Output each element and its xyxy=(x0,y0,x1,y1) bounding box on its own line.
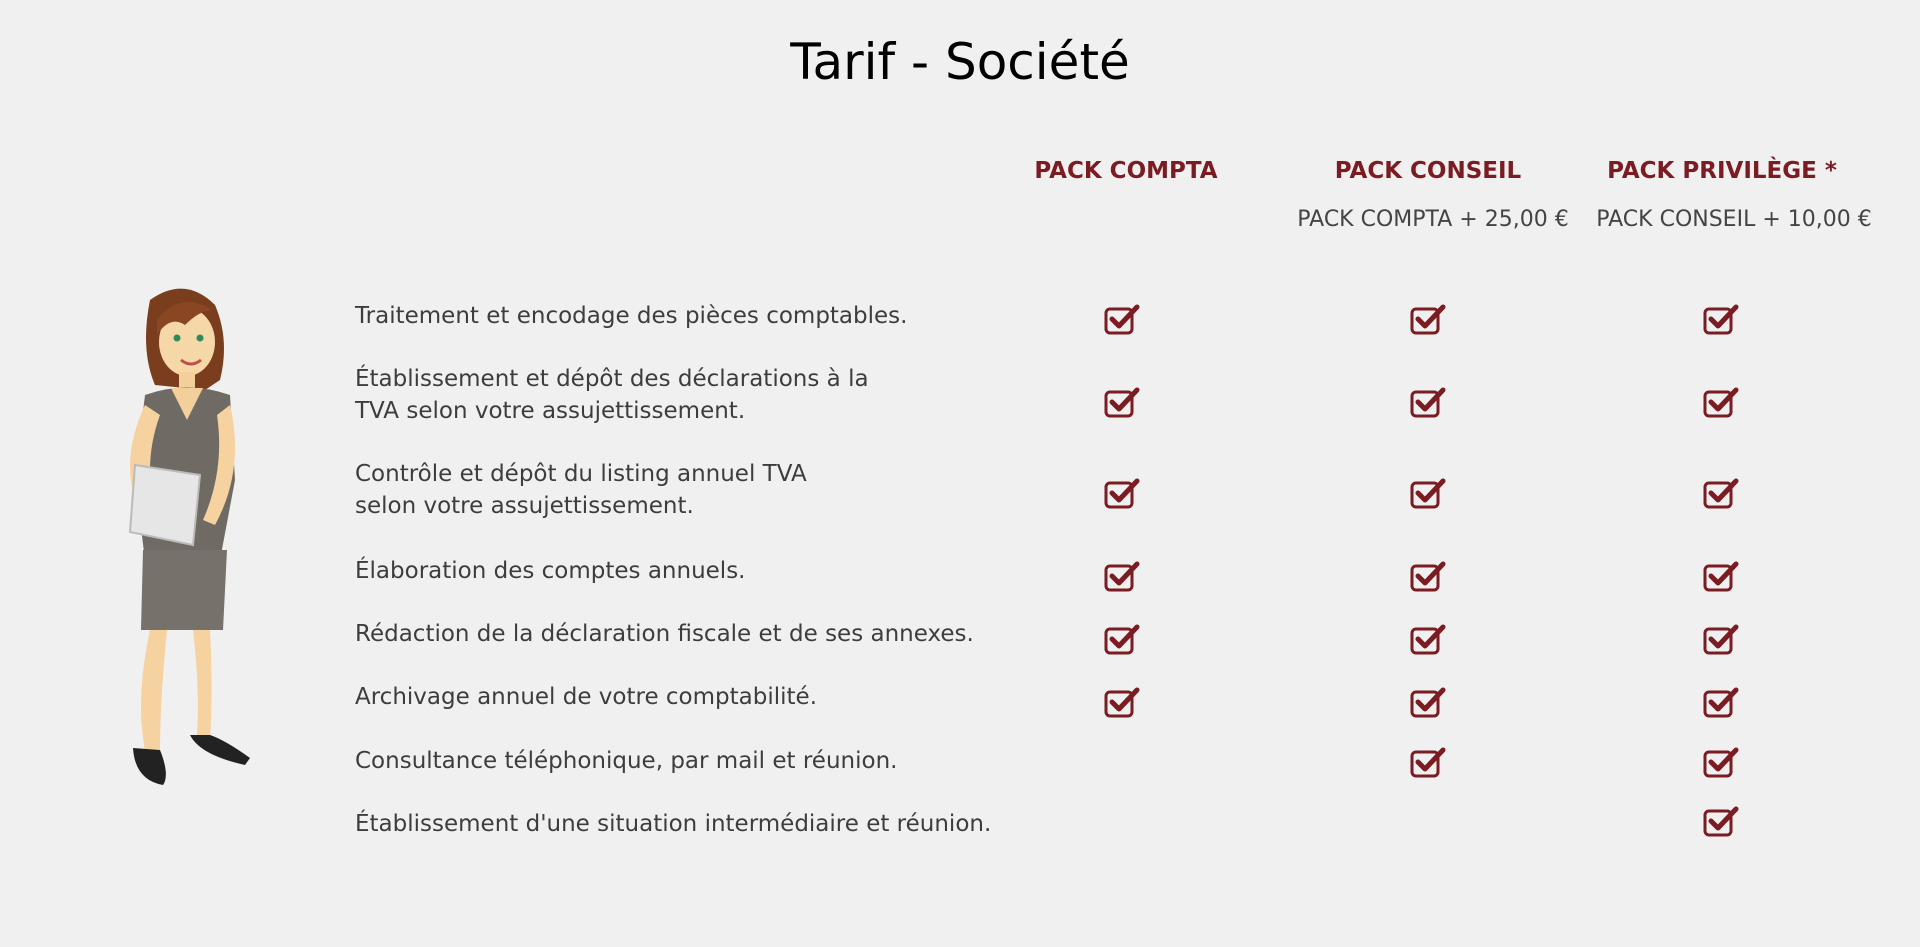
checkbox-checked-icon xyxy=(1703,561,1739,593)
checkbox-checked-icon xyxy=(1703,304,1739,336)
checkbox-checked-icon xyxy=(1703,387,1739,419)
pack-header-compta: PACK COMPTA xyxy=(1034,158,1218,184)
checkbox-checked-icon xyxy=(1104,624,1140,656)
checkbox-checked-icon xyxy=(1104,561,1140,593)
businesswoman-illustration xyxy=(105,280,285,800)
checkbox-checked-icon xyxy=(1410,478,1446,510)
checkbox-checked-icon xyxy=(1410,561,1446,593)
feature-label: Établissement et dépôt des déclarations à la TVA selon votre assujettissement. xyxy=(355,366,869,424)
checkbox-checked-icon xyxy=(1410,624,1446,656)
pack-header-conseil: PACK CONSEIL xyxy=(1334,158,1522,184)
feature-label: Élaboration des comptes annuels. xyxy=(355,558,746,584)
feature-label: Archivage annuel de votre comptabilité. xyxy=(355,684,817,710)
checkbox-checked-icon xyxy=(1410,387,1446,419)
checkbox-checked-icon xyxy=(1104,687,1140,719)
checkbox-checked-icon xyxy=(1703,806,1739,838)
pack-header-privilege: PACK PRIVILÈGE * xyxy=(1607,158,1837,184)
checkbox-checked-icon xyxy=(1410,687,1446,719)
checkbox-checked-icon xyxy=(1104,387,1140,419)
feature-label: Traitement et encodage des pièces comptables. xyxy=(355,303,908,329)
checkbox-checked-icon xyxy=(1703,624,1739,656)
checkbox-checked-icon xyxy=(1410,304,1446,336)
feature-label: Consultance téléphonique, par mail et réunion. xyxy=(355,748,898,774)
feature-label: Rédaction de la déclaration fiscale et de ses annexes. xyxy=(355,621,974,647)
feature-label: Contrôle et dépôt du listing annuel TVA selon votre assujettissement. xyxy=(355,461,807,519)
pack-subtitle-conseil: PACK COMPTA + 25,00 € xyxy=(1297,207,1569,232)
checkbox-checked-icon xyxy=(1703,687,1739,719)
checkbox-checked-icon xyxy=(1104,478,1140,510)
page-title: Tarif - Société xyxy=(790,33,1130,91)
feature-label: Établissement d'une situation intermédiaire et réunion. xyxy=(355,811,992,837)
checkbox-checked-icon xyxy=(1703,747,1739,779)
checkbox-checked-icon xyxy=(1410,747,1446,779)
checkbox-checked-icon xyxy=(1104,304,1140,336)
pack-subtitle-privilege: PACK CONSEIL + 10,00 € xyxy=(1596,207,1872,232)
checkbox-checked-icon xyxy=(1703,478,1739,510)
